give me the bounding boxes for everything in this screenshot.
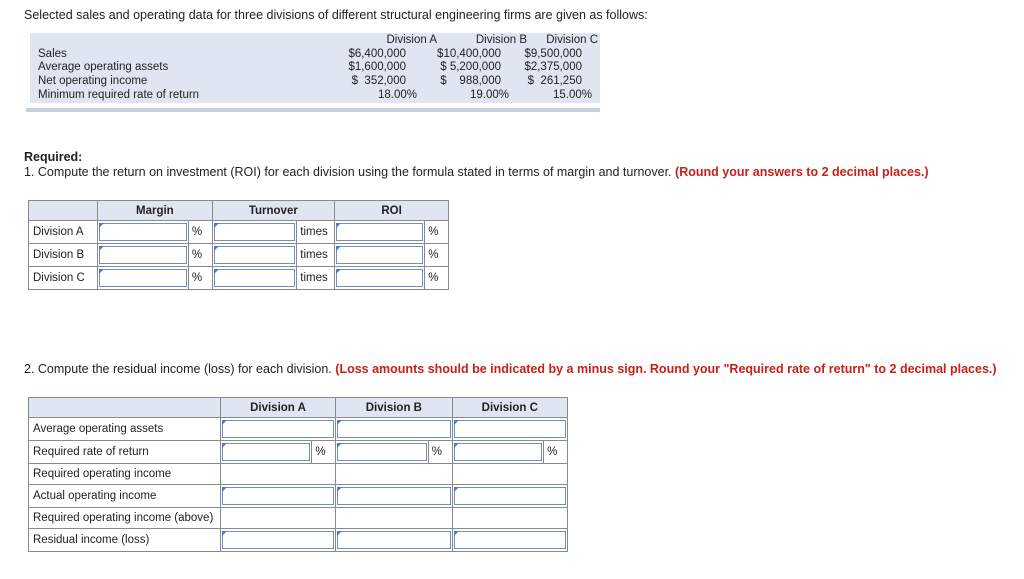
question-1 xyxy=(24,165,929,179)
residual-income-input-b[interactable] xyxy=(337,531,450,549)
empty-cell xyxy=(452,464,567,485)
given-value: $10,400,000 xyxy=(437,48,501,60)
given-value: $6,400,000 xyxy=(348,48,406,60)
percent-unit: % xyxy=(544,441,568,464)
ri-header-division-c: Division C xyxy=(452,398,567,418)
turnover-input-b[interactable] xyxy=(214,246,296,264)
percent-unit: % xyxy=(425,244,449,267)
question-2 xyxy=(24,362,997,376)
ri-row-label: Required rate of return xyxy=(29,441,221,464)
times-unit: times xyxy=(297,267,335,290)
ri-row-label: Residual income (loss) xyxy=(29,529,221,552)
given-row-label: Sales xyxy=(38,48,67,60)
percent-unit: % xyxy=(425,267,449,290)
required-heading: Required: xyxy=(24,150,83,164)
percent-unit: % xyxy=(188,267,212,290)
avg-assets-input-a[interactable] xyxy=(222,420,334,438)
empty-cell xyxy=(220,464,335,485)
question-1-text: 1. Compute the return on investment (ROI) for each division using the formula stated in terms of margin and turnover. xyxy=(24,165,672,179)
ri-row-label: Actual operating income xyxy=(29,485,221,508)
avg-assets-input-b[interactable] xyxy=(337,420,450,438)
given-value: 18.00% xyxy=(377,89,417,101)
percent-unit: % xyxy=(312,441,336,464)
question-1-note: (Round your answers to 2 decimal places.) xyxy=(675,165,929,179)
roi-header-blank xyxy=(29,201,98,221)
residual-income-table xyxy=(28,397,568,552)
given-value: $ 261,250 xyxy=(527,75,582,87)
ri-row-label: Average operating assets xyxy=(29,418,221,441)
percent-unit: % xyxy=(425,221,449,244)
question-2-text: 2. Compute the residual income (loss) for each division. xyxy=(24,362,332,376)
residual-income-input-a[interactable] xyxy=(222,531,334,549)
turnover-input-c[interactable] xyxy=(214,269,296,287)
given-value: $9,500,000 xyxy=(524,48,582,60)
roi-row-label: Division B xyxy=(29,244,98,267)
roi-input-c[interactable] xyxy=(336,269,423,287)
times-unit: times xyxy=(297,221,335,244)
given-value: $ 5,200,000 xyxy=(440,61,501,73)
roi-header-turnover: Turnover xyxy=(212,201,335,221)
given-data-table xyxy=(30,33,600,103)
avg-assets-input-c[interactable] xyxy=(454,420,566,438)
times-unit: times xyxy=(297,244,335,267)
empty-cell xyxy=(336,464,452,485)
question-2-note: (Loss amounts should be indicated by a minus sign. Round your "Required rate of return" to 2 decimal places.) xyxy=(335,362,997,376)
given-header-c: Division C xyxy=(546,34,598,46)
ri-header-division-a: Division A xyxy=(220,398,335,418)
roi-table xyxy=(28,200,449,290)
empty-cell xyxy=(336,508,452,529)
actual-income-input-b[interactable] xyxy=(337,487,450,505)
percent-unit: % xyxy=(428,441,452,464)
given-header-b: Division B xyxy=(475,34,527,46)
roi-header-margin: Margin xyxy=(98,201,212,221)
empty-cell xyxy=(220,508,335,529)
margin-input-c[interactable] xyxy=(99,269,187,287)
given-value: 15.00% xyxy=(552,89,592,101)
rate-input-a[interactable] xyxy=(222,443,311,461)
given-value: 19.00% xyxy=(469,89,509,101)
actual-income-input-a[interactable] xyxy=(222,487,334,505)
ri-header-division-b: Division B xyxy=(336,398,452,418)
given-value: $ 988,000 xyxy=(440,75,501,87)
rate-input-b[interactable] xyxy=(337,443,427,461)
intro-text: Selected sales and operating data for three divisions of different structural engineering firms are given as follows: xyxy=(24,8,648,22)
turnover-input-a[interactable] xyxy=(214,223,296,241)
roi-input-b[interactable] xyxy=(336,246,423,264)
actual-income-input-c[interactable] xyxy=(454,487,566,505)
given-value: $1,600,000 xyxy=(348,61,406,73)
roi-input-a[interactable] xyxy=(336,223,423,241)
margin-input-a[interactable] xyxy=(99,223,187,241)
table-divider xyxy=(26,108,600,112)
rate-input-c[interactable] xyxy=(454,443,543,461)
given-value: $2,375,000 xyxy=(524,61,582,73)
given-header-a: Division A xyxy=(386,34,437,46)
given-row-label: Net operating income xyxy=(38,75,148,87)
given-value: $ 352,000 xyxy=(351,75,406,87)
empty-cell xyxy=(452,508,567,529)
percent-unit: % xyxy=(188,244,212,267)
ri-header-blank xyxy=(29,398,221,418)
percent-unit: % xyxy=(188,221,212,244)
margin-input-b[interactable] xyxy=(99,246,187,264)
roi-row-label: Division A xyxy=(29,221,98,244)
roi-header-roi: ROI xyxy=(335,201,449,221)
ri-row-label: Required operating income (above) xyxy=(29,508,221,529)
ri-row-label: Required operating income xyxy=(29,464,221,485)
roi-row-label: Division C xyxy=(29,267,98,290)
given-row-label: Minimum required rate of return xyxy=(38,89,200,101)
residual-income-input-c[interactable] xyxy=(454,531,566,549)
given-row-label: Average operating assets xyxy=(38,61,169,73)
